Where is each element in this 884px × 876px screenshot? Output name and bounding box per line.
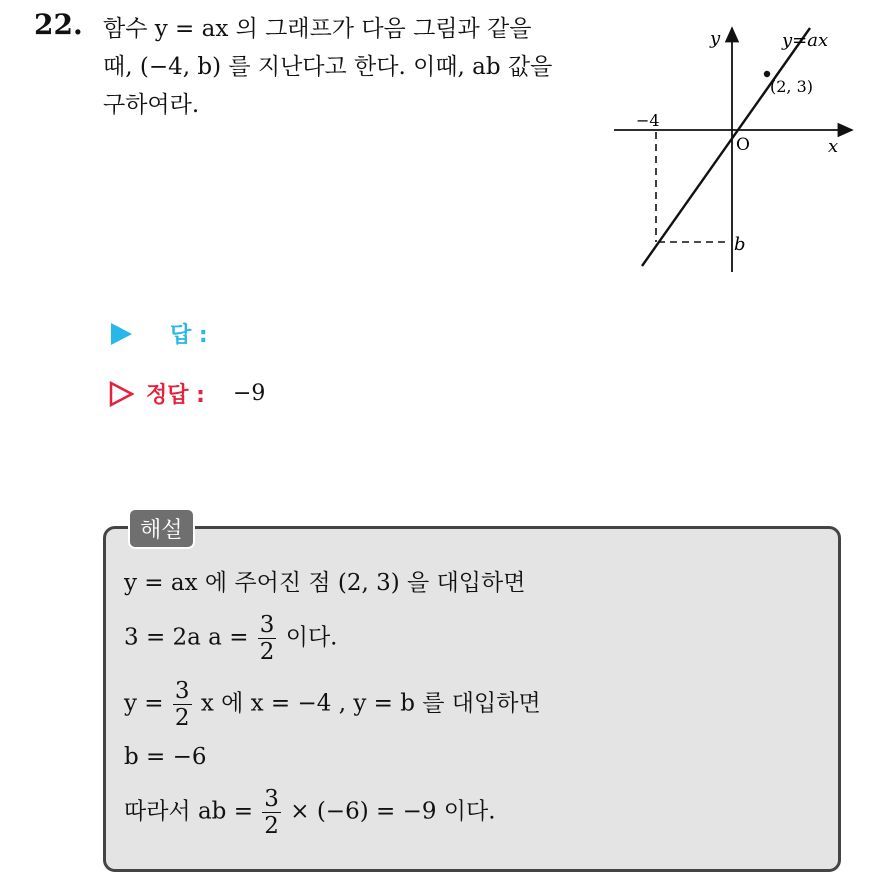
fraction [262, 786, 281, 839]
b-label: b [734, 234, 746, 255]
function-graph [596, 22, 868, 280]
x-axis-label: x [828, 136, 839, 157]
question-line-2: 때, (−4, b) 를 지난다고 한다. 이때, ab 값을 [103, 54, 553, 80]
solution-line-1: y = ax 에 주어진 점 (2, 3) 을 대입하면 [124, 570, 526, 596]
correct-answer-label: 정답 : [146, 383, 205, 408]
fraction-denominator: 2 [264, 813, 279, 839]
fraction [173, 678, 192, 731]
y-axis-label: y [710, 28, 721, 49]
correct-answer-row [108, 378, 265, 409]
play-triangle-icon [108, 321, 134, 347]
fraction-denominator: 2 [174, 705, 190, 731]
question-line-1: 함수 y = ax 의 그래프가 다음 그림과 같을 [103, 16, 532, 42]
fraction-numerator: 3 [264, 786, 279, 812]
solution-line-2-pre: 3 = 2a a = [124, 624, 249, 651]
question-line-3: 구하여라. [103, 92, 200, 118]
question-text [103, 10, 593, 124]
fraction [258, 612, 277, 665]
answer-label: 답 : [170, 323, 208, 348]
solution-tag: 해설 [128, 508, 195, 549]
solution-line-3 [124, 678, 541, 731]
solution-line-3-post: x 에 x = −4 , y = b 를 대입하면 [200, 690, 541, 717]
correct-answer-value: −9 [232, 381, 266, 406]
point-label: (2, 3) [770, 77, 814, 96]
solution-line-5-pre: 따라서 ab = [124, 798, 253, 825]
solution-line-5-post: × (−6) = −9 이다. [290, 798, 496, 825]
neg4-label: −4 [636, 111, 660, 130]
solution-line-4: b = −6 [124, 744, 207, 770]
fraction-denominator: 2 [259, 639, 275, 665]
answer-row [108, 318, 208, 349]
fraction-numerator: 3 [259, 612, 275, 638]
function-line [642, 28, 810, 266]
solution-line-3-pre: y = [124, 690, 164, 717]
function-label: y=ax [782, 30, 829, 51]
solution-line-5 [124, 786, 496, 839]
question-number: 22. [34, 8, 83, 41]
outline-triangle-icon [108, 381, 134, 407]
origin-label: O [736, 135, 750, 155]
solution-line-2-post: 이다. [285, 624, 338, 651]
solution-line-2 [124, 612, 338, 665]
fraction-numerator: 3 [174, 678, 190, 704]
